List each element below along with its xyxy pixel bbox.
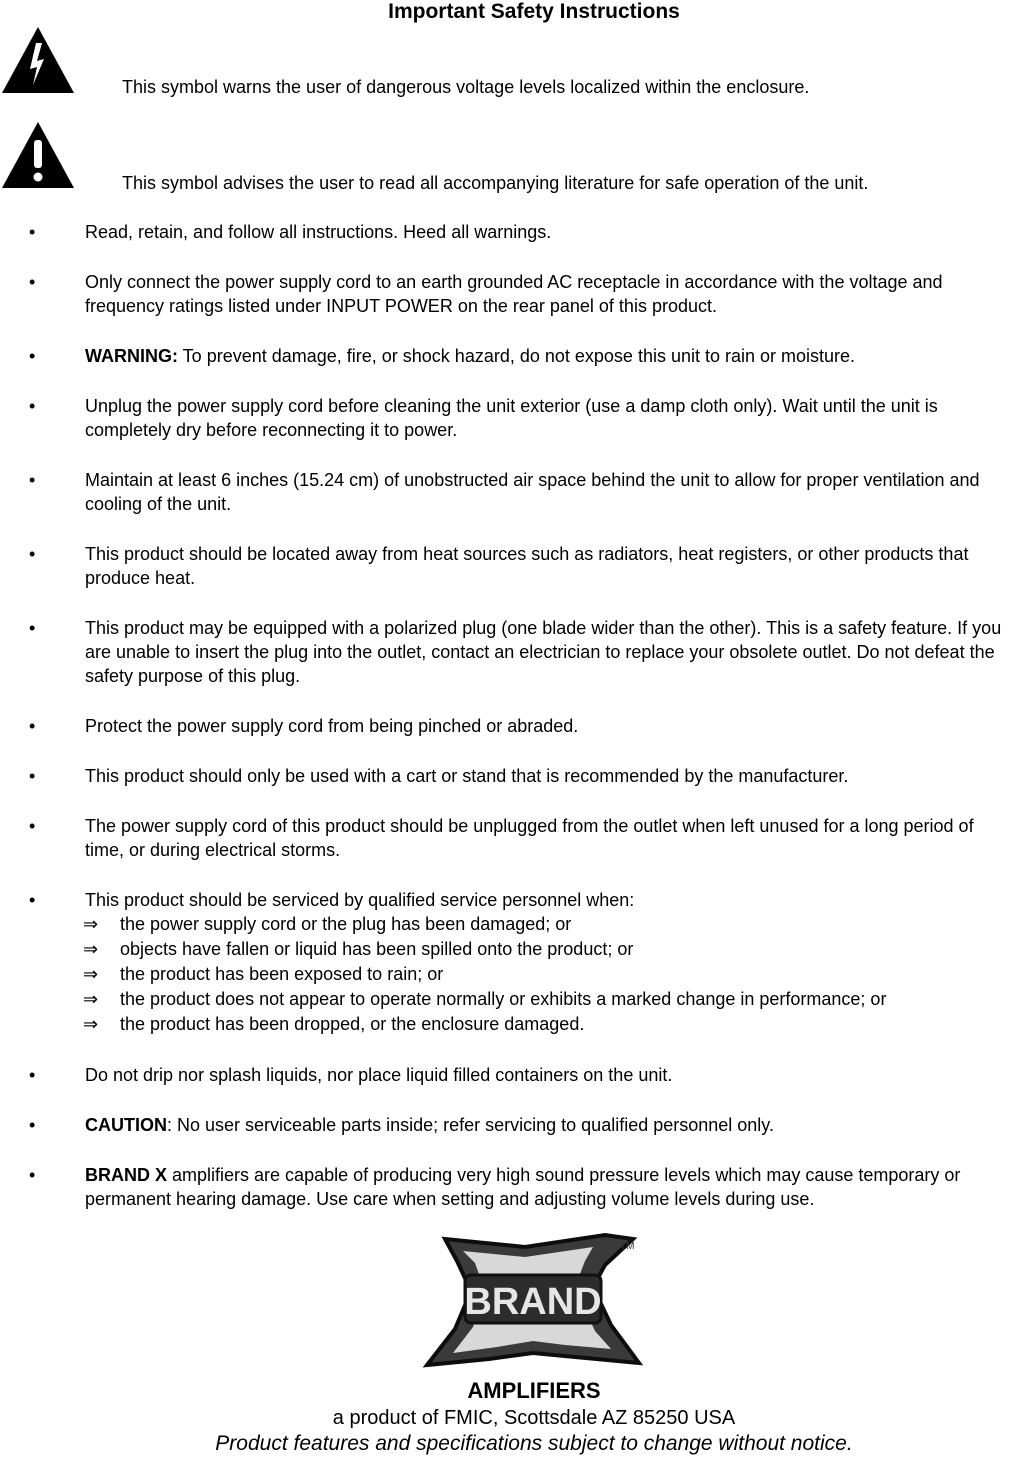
arrow-icon: ⇒ <box>83 1014 99 1034</box>
safety-instruction-item <box>0 542 1012 590</box>
arrow-icon: ⇒ <box>83 914 99 934</box>
voltage-symbol-text: This symbol warns the user of dangerous voltage levels localized within the enclosure. <box>122 77 810 97</box>
instruction-text: Unplug the power supply cord before cleaning the unit exterior (use a damp cloth only). Wait until the unit is completely dry before reconnecting it to power. <box>85 396 938 440</box>
logo-trademark: TM <box>620 1241 635 1252</box>
literature-symbol-text: This symbol advises the user to read all accompanying literature for safe operation of the unit. <box>122 173 869 193</box>
instruction-text: : No user serviceable parts inside; refer servicing to qualified personnel only. <box>167 1115 774 1135</box>
instruction-text: To prevent damage, fire, or shock hazard, do not expose this unit to rain or moisture. <box>178 346 856 366</box>
safety-instruction-item <box>0 270 1012 318</box>
instruction-text: Maintain at least 6 inches (15.24 cm) of unobstructed air space behind the unit to allow for proper ventilation and cooling of the unit. <box>85 470 980 514</box>
instruction-label: WARNING: <box>85 346 178 366</box>
safety-instruction-item <box>0 1063 1012 1087</box>
instruction-text: The power supply cord of this product should be unplugged from the outlet when left unused for a long period of time, or during electrical storms. <box>85 816 974 860</box>
arrow-icon: ⇒ <box>83 989 99 1009</box>
safety-instruction-item <box>0 220 1012 244</box>
service-condition-text: the product has been exposed to rain; or <box>120 964 444 984</box>
bullet-icon: • <box>29 222 36 242</box>
exclamation-warning-icon <box>0 120 76 190</box>
instruction-text: This product should only be used with a cart or stand that is recommended by the manufacturer. <box>85 766 849 786</box>
instruction-text: This product may be equipped with a polarized plug (one blade wider than the other). This is a safety feature. If you are unable to insert the plug into the outlet, contact an electrician to replace your obsolete outlet. Do not defeat the safety purpose of this plug. <box>85 618 1002 686</box>
safety-instruction-item <box>0 394 1012 442</box>
bullet-icon: • <box>29 346 36 366</box>
arrow-icon: ⇒ <box>83 939 99 959</box>
safety-instruction-item <box>0 714 1012 738</box>
bullet-icon: • <box>29 470 36 490</box>
bullet-icon: • <box>29 816 36 836</box>
change-notice: Product features and specifications subject to change without notice. <box>215 1432 853 1455</box>
safety-instruction-item <box>0 764 1012 788</box>
brand-x-logo <box>405 1225 660 1375</box>
bullet-icon: • <box>29 1065 36 1085</box>
safety-instruction-item <box>0 344 1012 368</box>
bullet-icon: • <box>29 890 36 910</box>
bullet-icon: • <box>29 766 36 786</box>
safety-instruction-item <box>0 1113 1012 1137</box>
service-condition-item <box>83 962 1012 987</box>
service-condition-text: the product has been dropped, or the enclosure damaged. <box>120 1014 585 1034</box>
bullet-icon: • <box>29 716 36 736</box>
bullet-icon: • <box>29 544 36 564</box>
amplifiers-heading: AMPLIFIERS <box>467 1378 601 1403</box>
bullet-icon: • <box>29 396 36 416</box>
safety-instruction-item <box>0 1163 1012 1211</box>
instruction-text: This product should be serviced by qualified service personnel when: <box>85 890 635 910</box>
instruction-label: BRAND X <box>85 1165 168 1185</box>
safety-instruction-item <box>0 888 1012 1037</box>
service-condition-text: the power supply cord or the plug has been damaged; or <box>120 914 572 934</box>
service-condition-item <box>83 937 1012 962</box>
company-line: a product of FMIC, Scottsdale AZ 85250 USA <box>332 1407 736 1429</box>
bullet-icon: • <box>29 1115 36 1135</box>
arrow-icon: ⇒ <box>83 964 99 984</box>
page-title: Important Safety Instructions <box>388 0 680 23</box>
service-condition-item <box>83 912 1012 937</box>
bullet-icon: • <box>29 1165 36 1185</box>
lightning-warning-icon <box>0 25 76 95</box>
instruction-text: Protect the power supply cord from being pinched or abraded. <box>85 716 579 736</box>
service-condition-list <box>85 912 1012 1037</box>
safety-instruction-item <box>0 616 1012 688</box>
safety-instruction-item <box>0 468 1012 516</box>
bullet-icon: • <box>29 272 36 292</box>
service-condition-text: objects have fallen or liquid has been spilled onto the product; or <box>120 939 634 959</box>
bullet-icon: • <box>29 618 36 638</box>
service-condition-item <box>83 987 1012 1012</box>
instruction-text: Read, retain, and follow all instructions. Heed all warnings. <box>85 222 552 242</box>
logo-brand-word: BRAND <box>464 1281 602 1323</box>
instruction-text: Do not drip nor splash liquids, nor place liquid filled containers on the unit. <box>85 1065 673 1085</box>
service-condition-text: the product does not appear to operate normally or exhibits a marked change in performance; or <box>120 989 887 1009</box>
instruction-text: This product should be located away from heat sources such as radiators, heat registers, or other products that produce heat. <box>85 544 969 588</box>
safety-instruction-item <box>0 814 1012 862</box>
instruction-text: Only connect the power supply cord to an earth grounded AC receptacle in accordance with the voltage and frequency ratings listed under INPUT POWER on the rear panel of this product. <box>85 272 943 316</box>
instruction-label: CAUTION <box>85 1115 167 1135</box>
safety-instruction-list <box>0 220 1012 1237</box>
service-condition-item <box>83 1012 1012 1037</box>
instruction-text: amplifiers are capable of producing very high sound pressure levels which may cause temporary or permanent hearing damage. Use care when setting and adjusting volume levels during use. <box>85 1165 961 1209</box>
